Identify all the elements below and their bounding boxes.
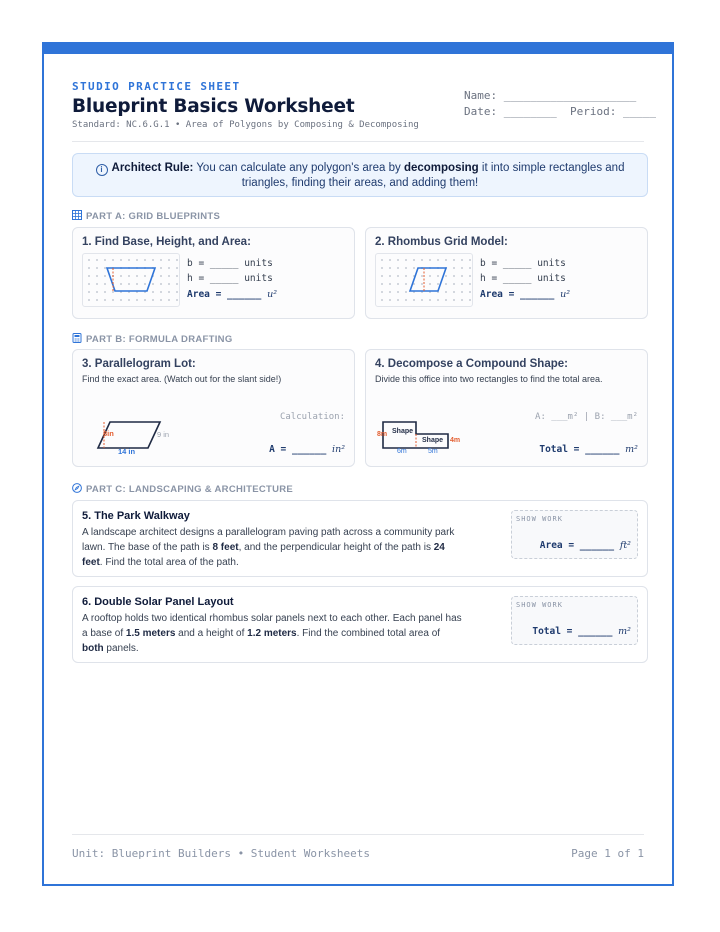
q2-dot-grid — [375, 253, 473, 307]
q3-ans-label: A = ______ — [269, 444, 327, 455]
q1-height-line[interactable]: h = _____ units — [187, 273, 273, 284]
worksheet-page — [42, 42, 674, 886]
section-part-c — [72, 483, 293, 495]
q5-area-answer[interactable]: Area = ______ ft² — [539, 540, 631, 551]
rule-text-a: You can calculate any polygon's area by — [193, 162, 404, 174]
q4-right-height: 4m — [450, 437, 461, 444]
q3-title: 3. Parallelogram Lot: — [82, 358, 196, 370]
architect-rule-callout — [72, 153, 648, 197]
section-part-b — [72, 333, 233, 345]
q2-title: 2. Rhombus Grid Model: — [375, 236, 508, 248]
footer-divider — [72, 834, 644, 835]
name-field[interactable]: Name: ____________________ — [464, 89, 637, 102]
q1-area-label: Area = ______ — [187, 289, 262, 300]
question-3-card — [72, 349, 355, 467]
header-divider — [72, 141, 644, 142]
q2-area-label: Area = ______ — [480, 289, 555, 300]
q4-shape-b-label: Shape — [422, 437, 444, 444]
q6-problem-text: A rooftop holds two identical rhombus solar panels next to each other. Each panel has a base of 1.5 meters and a height of 1.2 meters. Find the combined total area of both panels. — [82, 613, 462, 654]
q2-area-answer[interactable] — [480, 289, 570, 300]
q1-base-line[interactable]: b = _____ units — [187, 258, 273, 269]
q5-work-label: SHOW WORK — [516, 515, 563, 523]
q1-area-answer[interactable] — [187, 289, 277, 300]
q4-title: 4. Decompose a Compound Shape: — [375, 358, 568, 370]
q3-ans-unit: in² — [332, 444, 345, 455]
q4-total-answer[interactable] — [539, 444, 638, 455]
q6-work-label: SHOW WORK — [516, 601, 563, 609]
rule-label: Architect Rule: — [111, 162, 194, 174]
compass-icon — [72, 483, 82, 493]
q4-shape-a-label: Shape — [392, 428, 414, 435]
info-icon: i — [96, 164, 108, 176]
q6-total-answer[interactable]: Total = ______ m² — [532, 626, 631, 637]
question-6-card — [72, 586, 648, 663]
q4-left-height: 8m — [377, 431, 388, 438]
question-4-card — [365, 349, 648, 467]
footer-page-number: Page 1 of 1 — [571, 847, 644, 860]
section-part-b-label: PART B: FORMULA DRAFTING — [86, 334, 233, 345]
footer-unit: Unit: Blueprint Builders • Student Worksheets — [72, 847, 371, 860]
question-1-card — [72, 227, 355, 319]
q5-work-box[interactable] — [511, 510, 638, 559]
q1-title: 1. Find Base, Height, and Area: — [82, 236, 251, 248]
question-2-card — [365, 227, 648, 319]
q4-total-unit: m² — [625, 444, 638, 455]
section-part-a-label: PART A: GRID BLUEPRINTS — [86, 211, 221, 222]
q6-title: 6. Double Solar Panel Layout — [82, 596, 234, 608]
rule-text-b: it into simple rectangles and triangles, finding their areas, and adding them! — [241, 162, 625, 189]
top-accent-bar — [44, 44, 672, 54]
date-period-field[interactable]: Date: ________ Period: _____ — [464, 105, 657, 118]
q3-area-answer[interactable] — [269, 444, 345, 455]
q4-subtitle: Divide this office into two rectangles to find the total area. — [375, 374, 603, 384]
q4-bottom-a: 6m — [397, 448, 407, 455]
calculator-icon — [72, 333, 82, 343]
page-title: Blueprint Basics Worksheet — [72, 96, 355, 117]
rule-bold: decomposing — [403, 162, 479, 174]
q2-rhombus-figure — [376, 254, 472, 306]
q1-area-unit: u² — [267, 289, 278, 300]
q1-parallelogram-figure — [83, 254, 179, 306]
q2-height-line[interactable]: h = _____ units — [480, 273, 566, 284]
q3-calc-label: Calculation: — [279, 412, 345, 422]
standard-line: Standard: NC.6.G.1 • Area of Polygons by Composing & Decomposing — [72, 120, 419, 130]
q3-subtitle: Find the exact area. (Watch out for the slant side!) — [82, 374, 282, 384]
sheet-kicker: STUDIO PRACTICE SHEET — [72, 80, 241, 93]
q4-total-label: Total = ______ — [539, 444, 620, 455]
q3-slant-label: 9 in — [157, 430, 170, 439]
q3-height-label: 8in — [103, 429, 114, 438]
q4-bottom-b: 5m — [428, 448, 438, 455]
q1-dot-grid — [82, 253, 180, 307]
question-5-card — [72, 500, 648, 577]
grid-icon — [72, 210, 82, 220]
q5-title: 5. The Park Walkway — [82, 510, 190, 522]
section-part-a — [72, 210, 220, 222]
q6-work-box[interactable] — [511, 596, 638, 645]
section-part-c-label: PART C: LANDSCAPING & ARCHITECTURE — [86, 484, 294, 495]
q4-parts-label[interactable]: A: ___m² | B: ___m² — [535, 412, 638, 422]
q3-base-label: 14 in — [118, 447, 136, 456]
q2-base-line[interactable]: b = _____ units — [480, 258, 566, 269]
q5-problem-text: A landscape architect designs a parallelogram paving path across a community park lawn. The base of the path is 8 feet, and the perpendicular height of the path is 24 feet. Find the total area of the path. — [82, 527, 455, 568]
q2-area-unit: u² — [560, 289, 571, 300]
